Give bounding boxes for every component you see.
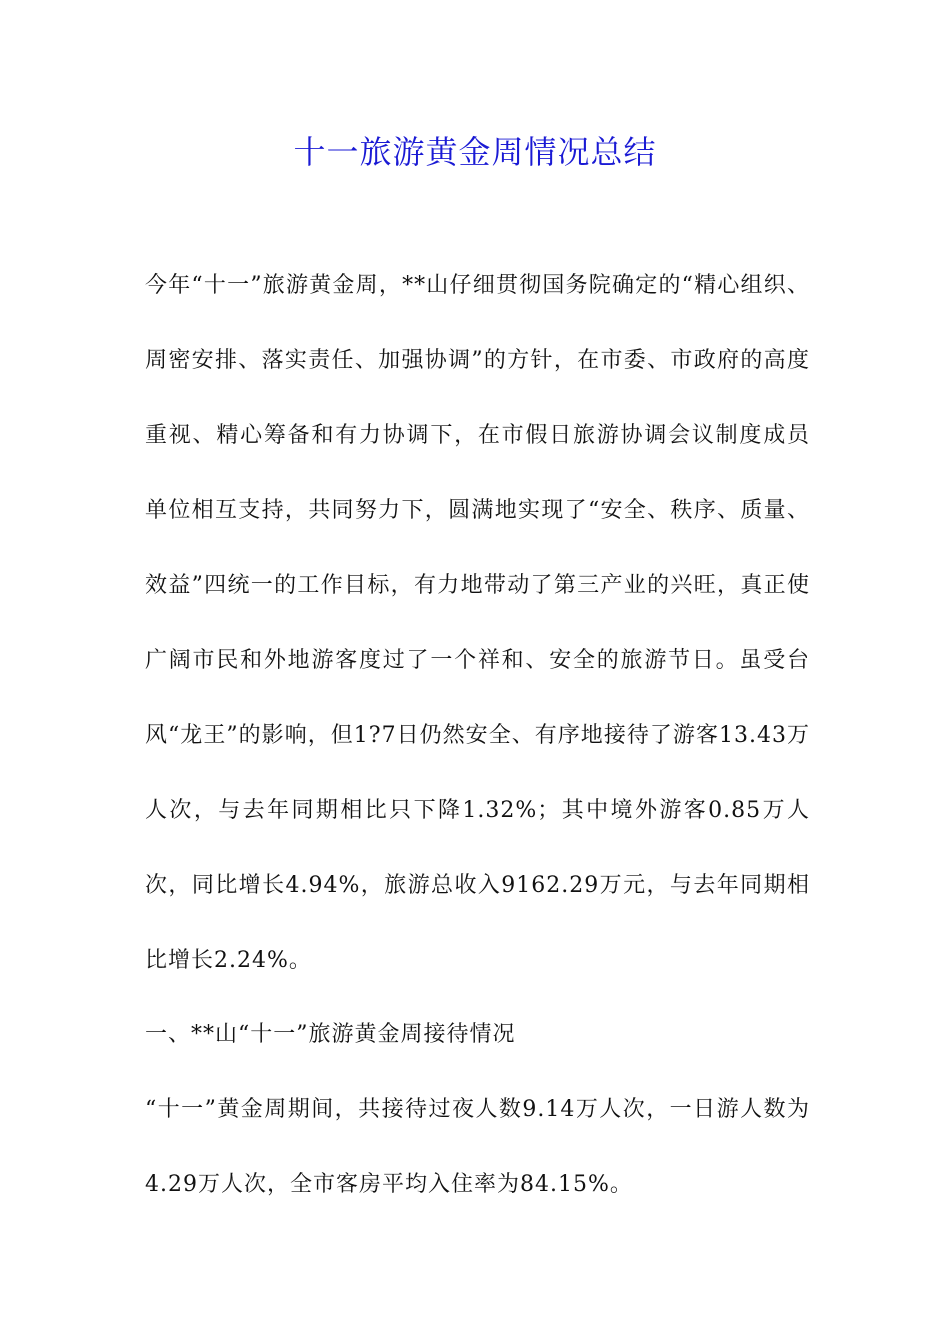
section-paragraph: “十一”黄金周期间，共接待过夜人数9.14万人次，一日游人数为4.29万人次，全市客房平均入住率为84.15%。 (145, 1097, 810, 1197)
document-title: 十一旅游黄金周情况总结 (293, 133, 657, 171)
section-heading: 一、**山“十一”旅游黄金周接待情况 (145, 1022, 516, 1047)
intro-paragraph: 今年“十一”旅游黄金周，**山仔细贯彻国务院确定的“精心组织、周密安排、落实责任、加强协调”的方针，在市委、市政府的高度重视、精心筹备和有力协调下，在市假日旅游协调会议制度成员单位相互支持，共同努力下，圆满地实现了“安全、秩序、质量、效益”四统一的工作目标，有力地带动了第三产业的兴旺，真正使广阔市民和外地游客度过了一个祥和、安全的旅游节日。虽受台风“龙王”的影响，但1?7日仍然安全、有序地接待了游客13.43万人次，与去年同期相比只下降1.32%；其中境外游客0.85万人次，同比增长4.94%，旅游总收入9162.29万元，与去年同期相比增长2.24%。 (145, 273, 810, 973)
